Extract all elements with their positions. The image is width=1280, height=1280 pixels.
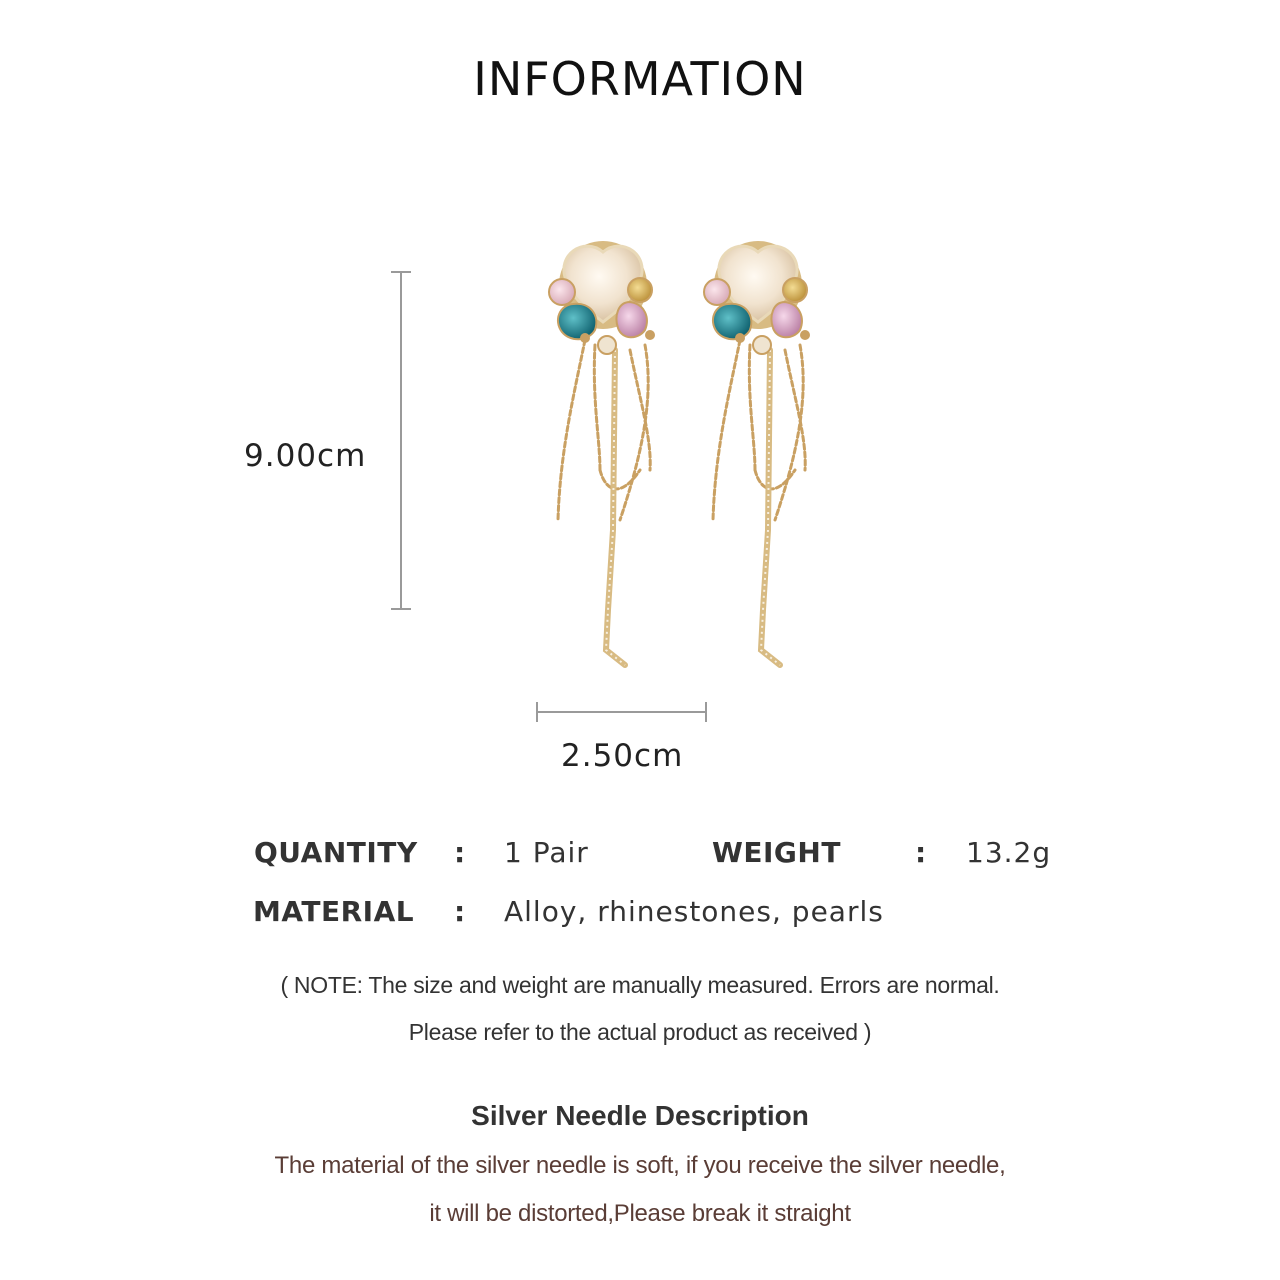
silver-needle-line-2: it will be distorted,Please break it straight [429, 1200, 851, 1227]
right-earring [704, 241, 810, 665]
spec-material-key: MATERIAL [253, 895, 415, 928]
spec-quantity-key: QUANTITY [254, 836, 418, 869]
spec-material-value: Alloy, rhinestones, pearls [504, 895, 884, 928]
spec-quantity-colon: : [454, 836, 466, 869]
left-earring [549, 241, 655, 665]
spec-material-colon: : [454, 895, 466, 928]
width-ruler [537, 702, 706, 722]
silver-needle-line-1: The material of the silver needle is soft, if you receive the silver needle, [274, 1152, 1006, 1179]
note-line-1: ( NOTE: The size and weight are manually measured. Errors are normal. [280, 972, 1000, 998]
spec-weight-key: WEIGHT [712, 836, 841, 869]
page-title: INFORMATION [473, 52, 807, 106]
height-dimension-label: 9.00cm [244, 438, 367, 474]
silver-needle-title: Silver Needle Description [471, 1100, 809, 1131]
spec-quantity-value: 1 Pair [504, 836, 589, 869]
width-dimension-label: 2.50cm [561, 738, 684, 774]
note-line-2: Please refer to the actual product as received ) [408, 1019, 872, 1045]
earrings-product-image [380, 230, 840, 690]
spec-weight-value: 13.2g [966, 836, 1052, 869]
spec-weight-colon: : [915, 836, 927, 869]
